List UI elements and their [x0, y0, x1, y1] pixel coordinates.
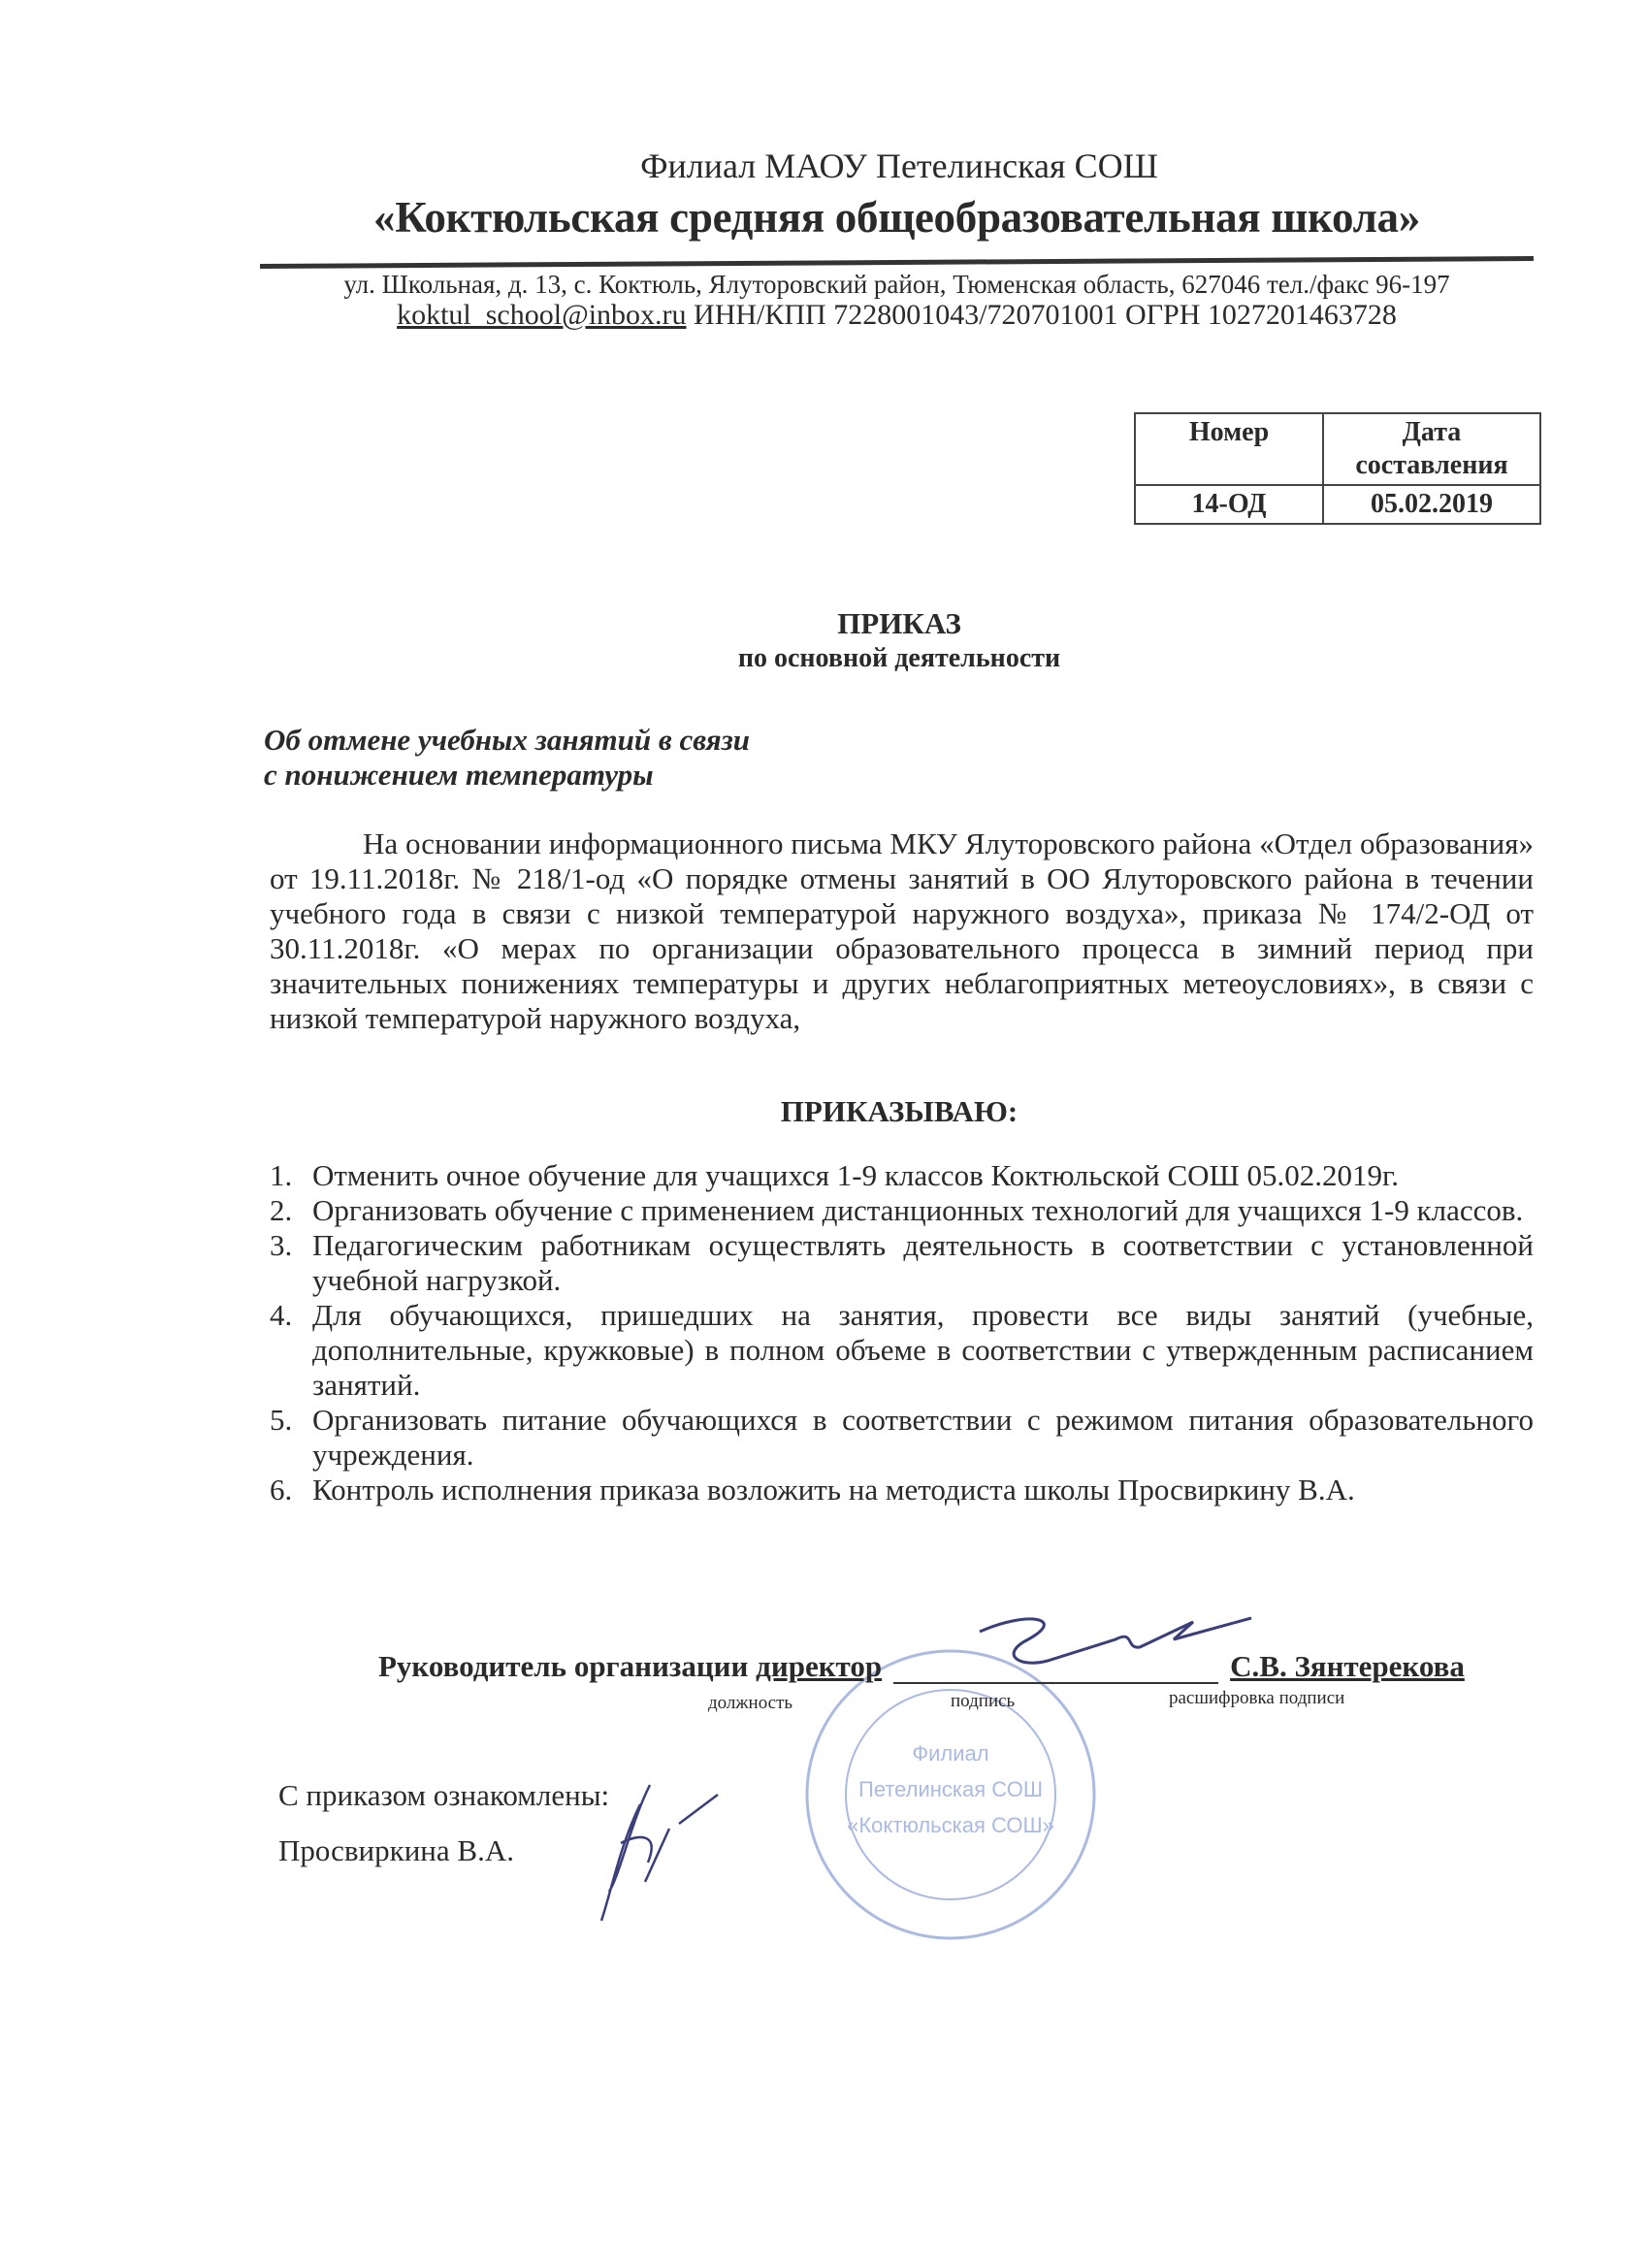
- item-text: Контроль исполнения приказа возложить на методиста школы Просвиркину В.А.: [312, 1473, 1355, 1507]
- header-divider: [260, 256, 1534, 269]
- item-text: Организовать питание обучающихся в соответствии с режимом питания образовательного учреждения.: [312, 1403, 1534, 1472]
- order-item: [270, 1298, 1534, 1403]
- item-number: 2.: [270, 1193, 293, 1227]
- caption-name: расшифровка подписи: [1169, 1688, 1345, 1708]
- item-text: Для обучающихся, пришедших на занятия, провести все виды занятий (учебные, дополнительные, кружковые) в полном объеме в соответствии с утвержденным расписанием занятий.: [312, 1298, 1534, 1402]
- order-item: [270, 1473, 1534, 1507]
- signatory-position: директор: [756, 1649, 883, 1683]
- acknowledger-signature: [601, 1785, 718, 1921]
- order-number: 14-ОД: [1135, 485, 1323, 524]
- order-subject: [264, 723, 750, 793]
- document-subtitle: по основной деятельности: [737, 643, 1061, 673]
- acknowledged-person: Просвиркина В.А.: [278, 1833, 514, 1867]
- subject-line: с понижением температуры: [264, 758, 654, 792]
- item-number: 6.: [270, 1473, 293, 1507]
- item-text: Организовать обучение с применением дистанционных технологий для учащихся 1-9 классов.: [312, 1193, 1524, 1227]
- date-header: Дата составления: [1323, 413, 1540, 485]
- email-link[interactable]: koktul_school@inbox.ru: [397, 299, 687, 331]
- subject-line: Об отмене учебных занятий в связи: [264, 723, 750, 757]
- school-requisites: [260, 299, 1534, 332]
- order-item: [270, 1228, 1534, 1298]
- item-number: 1.: [270, 1158, 293, 1192]
- acknowledgement-label: С приказом ознакомлены:: [278, 1778, 610, 1812]
- school-address: ул. Школьная, д. 13, с. Коктюль, Ялуторовский район, Тюменская область, 627046 тел./факс 96-197: [343, 270, 1450, 299]
- stamp-text: Петелинская СОШ: [858, 1777, 1043, 1801]
- order-item: [270, 1158, 1534, 1193]
- item-text: Педагогическим работникам осуществлять деятельность в соответствии с установленной учебной нагрузкой.: [312, 1228, 1534, 1297]
- order-meta-table: [1134, 412, 1541, 525]
- signature-label: Руководитель организации: [378, 1649, 749, 1683]
- item-text: Отменить очное обучение для учащихся 1-9 классов Коктюльской СОШ 05.02.2019г.: [312, 1158, 1399, 1192]
- requisites-text: ИНН/КПП 7228001043/720701001 ОГРН 1027201463728: [694, 299, 1397, 331]
- item-number: 3.: [270, 1228, 293, 1262]
- item-number: 4.: [270, 1298, 293, 1332]
- document-title: ПРИКАЗ: [837, 606, 961, 640]
- caption-signature: подпись: [951, 1691, 1016, 1711]
- signature-line: [893, 1653, 1218, 1684]
- order-items: [270, 1158, 1534, 1507]
- order-date: 05.02.2019: [1323, 485, 1540, 524]
- order-item: [270, 1403, 1534, 1473]
- signature-row: [378, 1649, 1465, 1684]
- stamp-text: «Коктюльская СОШ»: [847, 1813, 1054, 1837]
- order-preamble: На основании информационного письма МКУ Ялуторовского района «Отдел образования» от 19.11.2018г. № 218/1-од «О порядке отмены занятий в ОО Ялуторовского района в течении учебного года в связи с низкой температурой наружного воздуха», приказа № 174/2-ОД от 30.11.2018г. «О мерах по организации образовательного процесса в зимний период при значительных понижениях температуры и других неблагоприятных метеоусловиях», в связи с низкой температурой наружного воздуха,: [270, 826, 1534, 1035]
- order-item: [270, 1193, 1534, 1228]
- stamp-text: Филиал: [912, 1741, 989, 1766]
- decree-heading: ПРИКАЗЫВАЮ:: [780, 1094, 1018, 1128]
- item-number: 5.: [270, 1403, 293, 1437]
- signatory-name: С.В. Зянтерекова: [1230, 1649, 1465, 1683]
- caption-position: должность: [708, 1693, 793, 1713]
- school-name: «Коктюльская средняя общеобразовательная школа»: [373, 193, 1420, 242]
- stamp-inner-ring: [846, 1690, 1055, 1899]
- branch-name: Филиал МАОУ Петелинская СОШ: [640, 146, 1158, 185]
- number-header: Номер: [1135, 413, 1323, 485]
